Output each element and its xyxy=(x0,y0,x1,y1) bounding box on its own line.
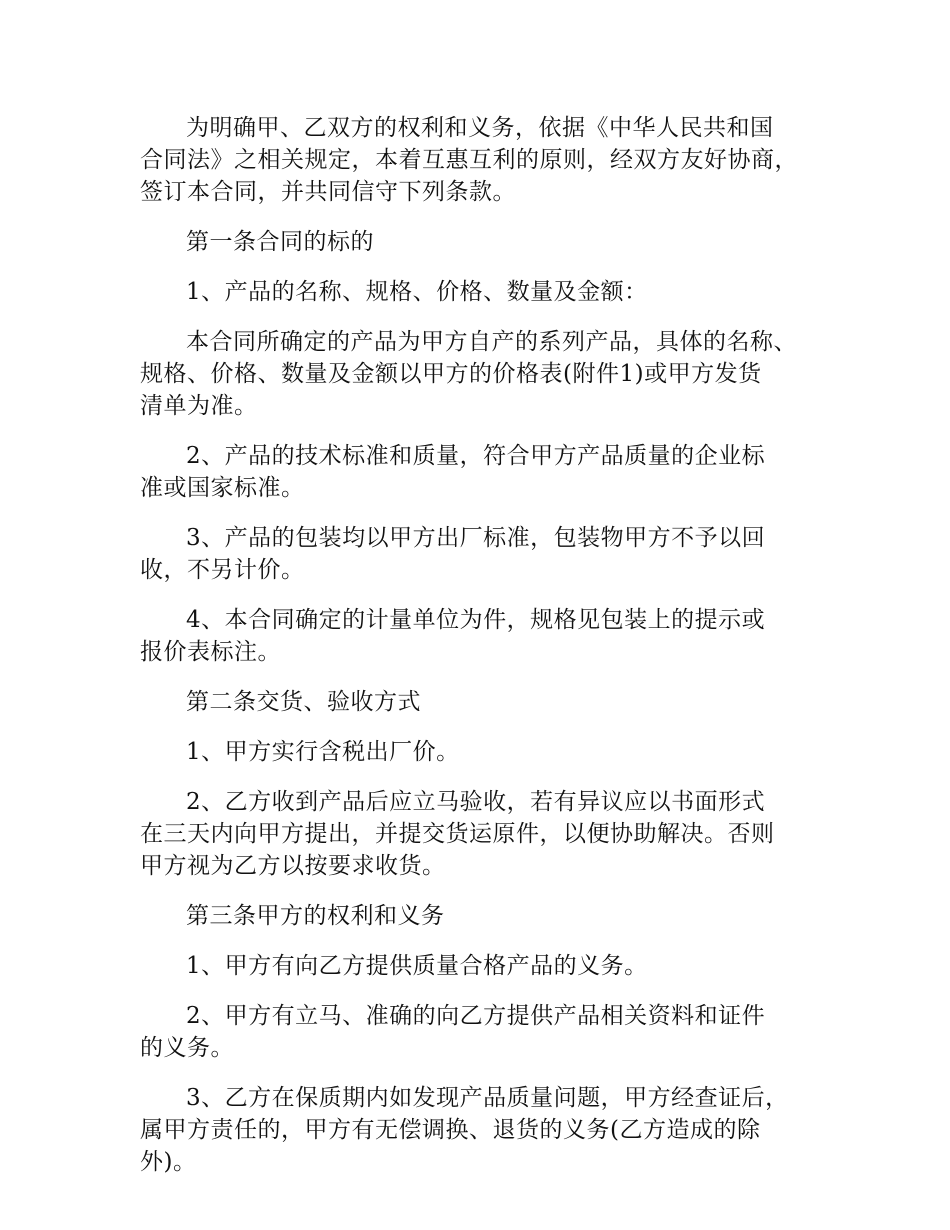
text-line: 第二条交货、验收方式 xyxy=(186,689,421,715)
text-line: 1、甲方实行含税出厂价。 xyxy=(186,739,460,765)
text-line: 规格、价格、数量及金额以甲方的价格表(附件1)或甲方发货 xyxy=(140,361,762,387)
text-line: 报价表标注。 xyxy=(140,639,281,665)
text-line: 准或国家标准。 xyxy=(140,475,305,501)
text-line: 甲方视为乙方以按要求收货。 xyxy=(140,853,446,879)
text-line: 为明确甲、乙双方的权利和义务，依据《中华人民共和国 xyxy=(186,115,774,141)
clause-1-1-detail xyxy=(140,326,820,422)
clause-3-3 xyxy=(140,1082,820,1178)
text-line: 2、乙方收到产品后应立马验收，若有异议应以书面形式 xyxy=(186,789,766,815)
section-heading-3 xyxy=(140,900,820,932)
text-line: 3、乙方在保质期内如发现产品质量问题，甲方经查证后， xyxy=(186,1085,789,1111)
text-line: 的义务。 xyxy=(140,1035,234,1061)
text-line: 在三天内向甲方提出，并提交货运原件，以便协助解决。否则 xyxy=(140,821,775,847)
contract-body xyxy=(140,112,820,1196)
text-line: 第一条合同的标的 xyxy=(186,229,374,255)
clause-2-2 xyxy=(140,786,820,882)
clause-1-4 xyxy=(140,604,820,668)
clause-1-1 xyxy=(140,276,820,308)
section-heading-1 xyxy=(140,226,820,258)
section-heading-2 xyxy=(140,686,820,718)
text-line: 2、甲方有立马、准确的向乙方提供产品相关资料和证件 xyxy=(186,1003,766,1029)
clause-3-2 xyxy=(140,1000,820,1064)
text-line: 3、产品的包装均以甲方出厂标准，包装物甲方不予以回 xyxy=(186,525,766,551)
text-line: 清单为准。 xyxy=(140,393,258,419)
text-line: 属甲方责任的，甲方有无偿调换、退货的义务(乙方造成的除 xyxy=(140,1117,761,1143)
text-line: 本合同所确定的产品为甲方自产的系列产品，具体的名称、 xyxy=(186,329,797,355)
text-line: 1、产品的名称、规格、价格、数量及金额： xyxy=(186,279,648,305)
clause-3-1 xyxy=(140,950,820,982)
text-line: 外)。 xyxy=(140,1149,197,1175)
text-line: 收，不另计价。 xyxy=(140,557,305,583)
text-line: 4、本合同确定的计量单位为件，规格见包装上的提示或 xyxy=(186,607,766,633)
text-line: 第三条甲方的权利和义务 xyxy=(186,903,445,929)
text-line: 1、甲方有向乙方提供质量合格产品的义务。 xyxy=(186,953,648,979)
text-line: 2、产品的技术标准和质量，符合甲方产品质量的企业标 xyxy=(186,443,766,469)
clause-1-3 xyxy=(140,522,820,586)
text-line: 签订本合同，并共同信守下列条款。 xyxy=(140,179,516,205)
clause-1-2 xyxy=(140,440,820,504)
clause-2-1 xyxy=(140,736,820,768)
text-line: 合同法》之相关规定，本着互惠互利的原则，经双方友好协商， xyxy=(140,147,798,173)
paragraph-preamble xyxy=(140,112,820,208)
